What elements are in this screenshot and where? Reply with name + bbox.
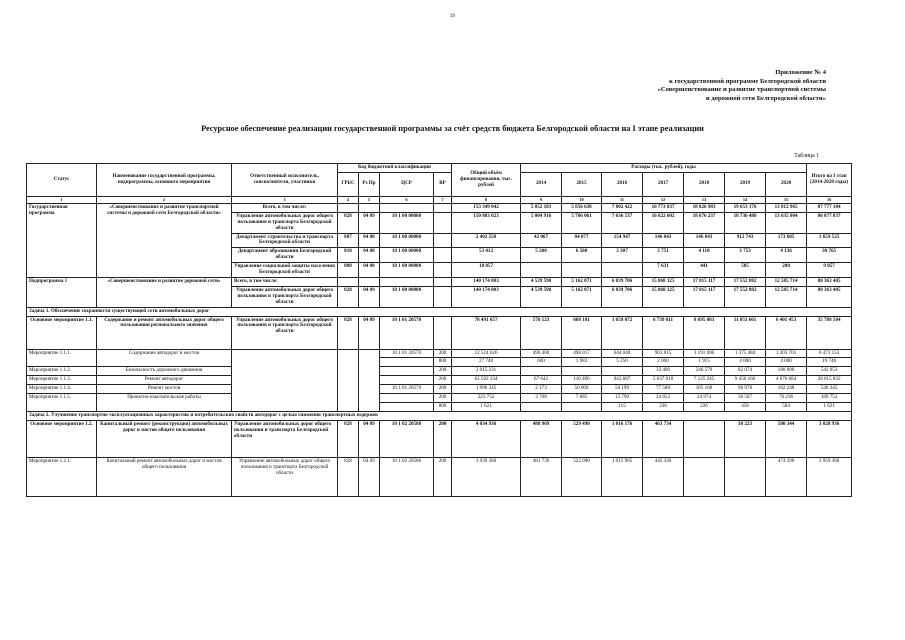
cell-value (684, 420, 725, 457)
cell-value: 1 191 696 (684, 349, 725, 358)
cell-value: 5 637 918 (643, 376, 684, 385)
cell-value: 546 345 (807, 385, 852, 394)
cell-grbs: 828 (338, 420, 359, 457)
cell-value: 6 839 706 (602, 286, 643, 307)
column-number: 5 (359, 196, 380, 203)
cell-executor: Управление автомобильных дорог общего пользования и транспорта Белгородской области (232, 457, 338, 496)
cell-value: 246 579 (684, 367, 725, 376)
cell-value: 80 363 405 (807, 286, 852, 307)
column-number: 4 (338, 196, 359, 203)
cell-executor: Управление автомобильных дорог общего пользования и транспорта Белгородской области (232, 286, 338, 307)
cell-value: 4 539 590 (521, 277, 562, 286)
cell-value: 7 631 (643, 263, 684, 278)
cell-executor-empty (232, 349, 338, 411)
cell-value: 105 168 (684, 385, 725, 394)
cell-value: 30 223 (725, 420, 766, 457)
cell-value: 115 (602, 402, 643, 411)
cell-status: Основное мероприятие 1.2. (27, 420, 97, 457)
header-year: 2016 (602, 172, 643, 196)
cell-vr (434, 263, 452, 278)
cell-value: 98 978 (725, 385, 766, 394)
cell-value: 146 043 (643, 233, 684, 248)
column-number: 8 (452, 196, 521, 203)
cell-value: 7 685 (562, 394, 602, 403)
cell-vr: 800 (434, 358, 452, 367)
cell-value (521, 402, 562, 411)
cell-value: 2 959 360 (807, 457, 852, 496)
cell-rzpr (359, 203, 380, 212)
cell-value: 18 676 237 (684, 212, 725, 233)
cell-value: 5 766 061 (562, 212, 602, 233)
cell-value: 1 303 701 (766, 349, 807, 358)
cell-value: 4 000 (725, 358, 766, 367)
cell-value: 80 363 405 (807, 277, 852, 286)
header-itogo: Итого на I этап (2014-2020 годы) (807, 164, 852, 197)
cell-csr: 10 1 00 00000 (380, 248, 434, 263)
cell-value: 4 539 590 (521, 286, 562, 307)
cell-value: 585 (725, 263, 766, 278)
cell-value: 3 753 (725, 248, 766, 263)
cell-value: 11 053 661 (725, 316, 766, 349)
cell-value (725, 457, 766, 496)
task-row (27, 411, 852, 420)
cell-value: 200 (766, 263, 807, 278)
cell-status: Основное мероприятие 1.1. (27, 316, 97, 349)
cell-total: 3 939 360 (452, 457, 521, 496)
cell-status: Государственная программа (27, 203, 97, 277)
task-title: Задача 2. Улучшение транспортно-эксплуатационных характеристик и потребительских свойств автодорог с целью снижения транспортных издержек (27, 411, 852, 420)
cell-value: 458 (725, 402, 766, 411)
header-status: Статус (27, 164, 97, 197)
column-number: 6 (380, 196, 434, 203)
column-number: 3 (232, 196, 338, 203)
cell-value: 19 748 (807, 358, 852, 367)
cell-csr: 10 1 00 00000 (380, 212, 434, 233)
cell-value: 18 826 983 (684, 203, 725, 212)
header-year: 2020 (766, 172, 807, 196)
cell-value: 600 (521, 358, 562, 367)
cell-vr: 200 (434, 457, 452, 496)
table-row (27, 385, 852, 394)
cell-value: 84 077 (562, 233, 602, 248)
cell-value: 17 815 117 (684, 286, 725, 307)
cell-value: 189 752 (807, 394, 852, 403)
cell-value: 7 636 537 (602, 212, 643, 233)
table-row (27, 277, 852, 286)
header-name: Наименование государственной программы, подпрограммы, основного мероприятия (97, 164, 232, 197)
cell-value: 668 181 (562, 316, 602, 349)
appendix-line: к государственной программе Белгородской области (669, 77, 826, 85)
header-total-funding: Общий объём финансирования, тыс. рублей (452, 164, 521, 197)
cell-total: 140 174 803 (452, 286, 521, 307)
cell-value: 4 136 (766, 248, 807, 263)
table-row (27, 367, 852, 376)
cell-status: Мероприятие 1.1.4. (27, 385, 97, 394)
header-year: 2018 (684, 172, 725, 196)
cell-vr: 200 (434, 376, 452, 385)
cell-value: 441 (684, 263, 725, 278)
cell-value: 110 496 (562, 376, 602, 385)
cell-executor: Всего, в том числе: (232, 203, 338, 212)
cell-status: Подпрограмма 1 (27, 277, 97, 307)
column-number: 14 (725, 196, 766, 203)
column-number: 16 (807, 196, 852, 203)
cell-rzpr: 04 09 (359, 212, 380, 233)
cell-total: 140 174 803 (452, 277, 521, 286)
cell-value: 24 974 (684, 394, 725, 403)
cell-vr (434, 212, 452, 233)
cell-executor: Управление автомобильных дорог общего пользования и транспорта Белгородской области (232, 316, 338, 349)
table-row (27, 457, 852, 496)
cell-value: 1 915 (684, 358, 725, 367)
cell-value: 5 052 183 (521, 203, 562, 212)
cell-total: 150 883 023 (452, 212, 521, 233)
cell-total: 27 748 (452, 358, 521, 367)
cell-value: 238 (643, 402, 684, 411)
cell-value: 35 788 504 (807, 316, 852, 349)
appendix-line: Приложение № 4 (775, 69, 826, 76)
document-title: Ресурсное обеспечение реализации государственной программы за счёт средств бюджета Белгородской области на I этапе реализации (201, 124, 704, 133)
cell-value: 4 118 (684, 248, 725, 263)
cell-value: 86 077 837 (807, 212, 852, 233)
cell-value: 76 236 (766, 394, 807, 403)
cell-total: 2 015 231 (452, 367, 521, 376)
cell-value: 13 635 004 (766, 212, 807, 233)
cell-value: 474 296 (766, 457, 807, 496)
cell-value: 13 812 965 (766, 203, 807, 212)
cell-rzpr: 04 08 (359, 263, 380, 278)
cell-name: Безопасность дорожного движения (97, 367, 232, 376)
header-year: 2019 (725, 172, 766, 196)
header-year: 2017 (643, 172, 684, 196)
cell-total: 2 402 550 (452, 233, 521, 248)
cell-csr: 10 1 02 20580 (380, 420, 434, 457)
cell-total: 53 412 (452, 248, 521, 263)
cell-grbs: 807 (338, 233, 359, 248)
cell-value: 8 695 803 (684, 316, 725, 349)
cell-status: Мероприятие 1.1.5. (27, 394, 97, 412)
cell-value: 5 162 071 (562, 277, 602, 286)
cell-value: 17 815 117 (684, 277, 725, 286)
column-number: 9 (521, 196, 562, 203)
cell-value (521, 263, 562, 278)
cell-value: 498 017 (562, 349, 602, 358)
appendix-header (658, 69, 826, 103)
cell-value: 943 687 (602, 376, 643, 385)
cell-rzpr: 04 09 (359, 420, 380, 457)
column-numbers-row (27, 196, 852, 203)
header-vr: ВР (434, 172, 452, 196)
cell-csr (380, 277, 434, 286)
cell-value: 16 773 837 (643, 203, 684, 212)
cell-value: 82 074 (725, 367, 766, 376)
cell-value: 584 (766, 402, 807, 411)
table-row (27, 316, 852, 349)
cell-executor: Управление автомобильных дорог общего пользования и транспорта Белгородской области (232, 212, 338, 233)
cell-vr: 800 (434, 402, 452, 411)
cell-value: 3 708 (521, 394, 562, 403)
cell-vr: 200 (434, 385, 452, 394)
appendix-line: и дорожной сети Белгородской области» (705, 94, 826, 102)
cell-vr (434, 233, 452, 248)
cell-grbs-empty (338, 349, 359, 411)
cell-value: 30 765 (807, 248, 852, 263)
cell-value: 6 401 453 (766, 316, 807, 349)
cell-vr (434, 203, 452, 212)
cell-value: 529 490 (562, 420, 602, 457)
cell-name: Ремонт мостов (97, 385, 232, 394)
header-rzpr: Рз Пр (359, 172, 380, 196)
cell-grbs (338, 203, 359, 212)
cell-grbs: 828 (338, 316, 359, 349)
cell-vr: 200 (434, 367, 452, 376)
column-number: 7 (434, 196, 452, 203)
header-code-group: Код бюджетной классификации (338, 164, 452, 173)
cell-value: 542 053 (807, 367, 852, 376)
cell-executor: Всего, в том числе: (232, 277, 338, 286)
cell-name: Проектно-изыскательские работы (97, 394, 232, 412)
cell-status: Мероприятие 1.1.2. (27, 367, 97, 376)
cell-status: Мероприятие 1.1.1. (27, 349, 97, 367)
cell-total: 10 057 (452, 263, 521, 278)
cell-value: 15 868 325 (643, 277, 684, 286)
cell-value: 5 200 (521, 248, 562, 263)
cell-rzpr (359, 277, 380, 286)
cell-rzpr: 04 09 (359, 286, 380, 307)
cell-rzpr: 04 08 (359, 233, 380, 248)
cell-value: 500 344 (766, 420, 807, 457)
task-title: Задача 1. Обеспечение сохранности существующей сети автомобильных дорог (27, 307, 852, 316)
cell-name: «Совершенствование и развитие транспортной системы и дорожной сети Белгородской области» (97, 203, 232, 277)
cell-value: 5 250 (602, 358, 643, 367)
cell-value: 154 947 (602, 233, 643, 248)
cell-csr (380, 367, 434, 376)
table-row (27, 349, 852, 358)
cell-value: 12 585 714 (766, 277, 807, 286)
cell-value: 644 040 (602, 349, 643, 358)
cell-value (684, 457, 725, 496)
cell-name: «Совершенствование и развитие дорожной сети» (97, 277, 232, 307)
header-grbs: ГРБС (338, 172, 359, 196)
cell-csr (380, 394, 434, 403)
cell-value: 226 (684, 402, 725, 411)
cell-value: 2 173 (521, 385, 562, 394)
header-year: 2014 (521, 172, 562, 196)
cell-rzpr: 04 09 (359, 316, 380, 349)
cell-value: 18 736 480 (725, 212, 766, 233)
cell-value: 1 983 (562, 358, 602, 367)
cell-csr (380, 358, 434, 367)
appendix-line: «Совершенствование и развитие транспортной системы (657, 86, 826, 94)
cell-value: 496 400 (521, 349, 562, 358)
header-csr: ЦСР (380, 172, 434, 196)
cell-value (602, 263, 643, 278)
table-row (27, 420, 852, 457)
cell-executor: Управление социальной защиты населения Белгородской области (232, 263, 338, 278)
cell-name: Капитальный ремонт (реконструкция) автомобильных дорог и мостов общего пользования (97, 420, 232, 457)
cell-vr: 200 (434, 394, 452, 403)
cell-total: 223 752 (452, 394, 521, 403)
cell-csr: 10 1 00 00000 (380, 233, 434, 248)
cell-grbs: 828 (338, 212, 359, 233)
cell-rzpr: 04 09 (359, 457, 380, 496)
cell-vr (434, 277, 452, 286)
page-number: 39 (450, 14, 455, 19)
cell-value: 5 004 916 (521, 212, 562, 233)
cell-vr: 200 (434, 420, 452, 457)
cell-grbs: 828 (338, 457, 359, 496)
cell-executor: Департамент образования Белгородской области (232, 248, 338, 263)
cell-total: 1 096 345 (452, 385, 521, 394)
table-row (27, 394, 852, 403)
cell-value (562, 402, 602, 411)
cell-value: 1 375 484 (725, 349, 766, 358)
resource-table (26, 163, 852, 497)
header-expenses-group: Расходы (тыс. рублей), годы (521, 164, 807, 173)
cell-value: 522 090 (562, 457, 602, 496)
header-executor: Ответственный исполнитель, соисполнители, участники (232, 164, 338, 197)
cell-executor: Департамент строительства и транспорта Белгородской области (232, 233, 338, 248)
cell-value: 36 507 (725, 394, 766, 403)
cell-total: 62 592 134 (452, 376, 521, 385)
cell-value: 7 802 422 (602, 203, 643, 212)
cell-value: 9 057 (807, 263, 852, 278)
task-row (27, 307, 852, 316)
cell-value: 3 028 936 (807, 420, 852, 457)
table-row (27, 376, 852, 385)
cell-value: 570 523 (521, 316, 562, 349)
table-number: Таблица 1 (794, 153, 819, 159)
cell-value: 180 000 (766, 367, 807, 376)
column-number: 12 (643, 196, 684, 203)
cell-grbs: 810 (338, 248, 359, 263)
cell-total: 78 491 657 (452, 316, 521, 349)
cell-rzpr-empty (359, 349, 380, 411)
column-number: 2 (97, 196, 232, 203)
cell-value: 15 790 (602, 394, 643, 403)
cell-value: 6 839 706 (602, 277, 643, 286)
cell-value: 12 585 714 (766, 286, 807, 307)
cell-executor: Управление автомобильных дорог общего пользования и транспорта Белгородской области (232, 420, 338, 457)
cell-total: 1 621 (452, 402, 521, 411)
cell-name: Содержание автодорог и мостов (97, 349, 232, 367)
column-number: 15 (766, 196, 807, 203)
header-year: 2015 (562, 172, 602, 196)
cell-value (602, 367, 643, 376)
cell-vr (434, 286, 452, 307)
cell-csr: 10 1 00 00000 (380, 263, 434, 278)
cell-value: 77 588 (643, 385, 684, 394)
column-number: 10 (562, 196, 602, 203)
column-number: 13 (684, 196, 725, 203)
cell-value: 4 000 (766, 358, 807, 367)
cell-csr (380, 203, 434, 212)
cell-value: 9 456 160 (725, 376, 766, 385)
cell-value: 6 473 153 (807, 349, 852, 358)
cell-grbs (338, 277, 359, 286)
column-number: 11 (602, 196, 643, 203)
cell-grbs: 808 (338, 263, 359, 278)
cell-value: 15 868 325 (643, 286, 684, 307)
cell-value: 463 734 (643, 420, 684, 457)
cell-value: 173 605 (766, 233, 807, 248)
cell-value: 1 621 (807, 402, 852, 411)
cell-csr (380, 402, 434, 411)
cell-grbs: 828 (338, 286, 359, 307)
cell-name: Капитальный ремонт автомобильных дорог и мостов общего пользования (97, 457, 232, 496)
cell-value: 1 016 176 (602, 420, 643, 457)
cell-value: 87 777 184 (807, 203, 852, 212)
cell-value: 5 856 638 (562, 203, 602, 212)
cell-value: 6 739 811 (643, 316, 684, 349)
cell-csr: 10 1 01 20570 (380, 316, 434, 349)
cell-name: Содержание и ремонт автомобильных дорог общего пользования регионального значения (97, 316, 232, 349)
cell-value: 146 043 (684, 233, 725, 248)
cell-value (521, 367, 562, 376)
cell-value: 5 162 071 (562, 286, 602, 307)
cell-value: 50 000 (562, 385, 602, 394)
cell-value: 67 642 (521, 376, 562, 385)
cell-value: 3 751 (643, 248, 684, 263)
cell-value: 33 400 (643, 367, 684, 376)
cell-value: 488 969 (521, 420, 562, 457)
cell-value: 16 622 602 (643, 212, 684, 233)
cell-value: 2 000 (643, 358, 684, 367)
cell-value: 28 015 832 (807, 376, 852, 385)
table-row (27, 203, 852, 212)
cell-value: 3 307 (602, 248, 643, 263)
cell-value: 4 676 684 (766, 376, 807, 385)
cell-value (562, 367, 602, 376)
cell-value: 6 500 (562, 248, 602, 263)
cell-csr: 10 1 02 20580 (380, 457, 434, 496)
cell-total: 153 349 042 (452, 203, 521, 212)
cell-rzpr: 04 08 (359, 248, 380, 263)
cell-value: 7 125 245 (684, 376, 725, 385)
cell-vr (434, 248, 452, 263)
cell-status: Мероприятие 1.1.3. (27, 376, 97, 385)
cell-value: 24 852 (643, 394, 684, 403)
cell-value: 42 067 (521, 233, 562, 248)
cell-vr: 200 (434, 349, 452, 358)
cell-total: 12 524 626 (452, 349, 521, 358)
cell-value: 912 743 (725, 233, 766, 248)
cell-value: 17 552 882 (725, 277, 766, 286)
cell-vr (434, 316, 452, 349)
cell-value: 1 659 072 (602, 316, 643, 349)
cell-value: 481 739 (521, 457, 562, 496)
cell-csr: 10 1 01 20570 (380, 385, 434, 394)
cell-csr: 10 1 01 20570 (380, 349, 434, 358)
cell-value: 17 552 882 (725, 286, 766, 307)
cell-csr (380, 376, 434, 385)
cell-total: 4 034 936 (452, 420, 521, 457)
cell-value: 50 190 (602, 385, 643, 394)
column-number: 1 (27, 196, 97, 203)
cell-value: 19 653 176 (725, 203, 766, 212)
cell-value: 162 248 (766, 385, 807, 394)
cell-value: 1 659 525 (807, 233, 852, 248)
cell-status: Мероприятие 1.2.1. (27, 457, 97, 496)
cell-value: 445 330 (643, 457, 684, 496)
cell-csr: 10 1 00 00000 (380, 286, 434, 307)
cell-value (562, 263, 602, 278)
cell-value: 1 015 905 (602, 457, 643, 496)
cell-value: 963 815 (643, 349, 684, 358)
cell-name: Ремонт автодорог (97, 376, 232, 385)
